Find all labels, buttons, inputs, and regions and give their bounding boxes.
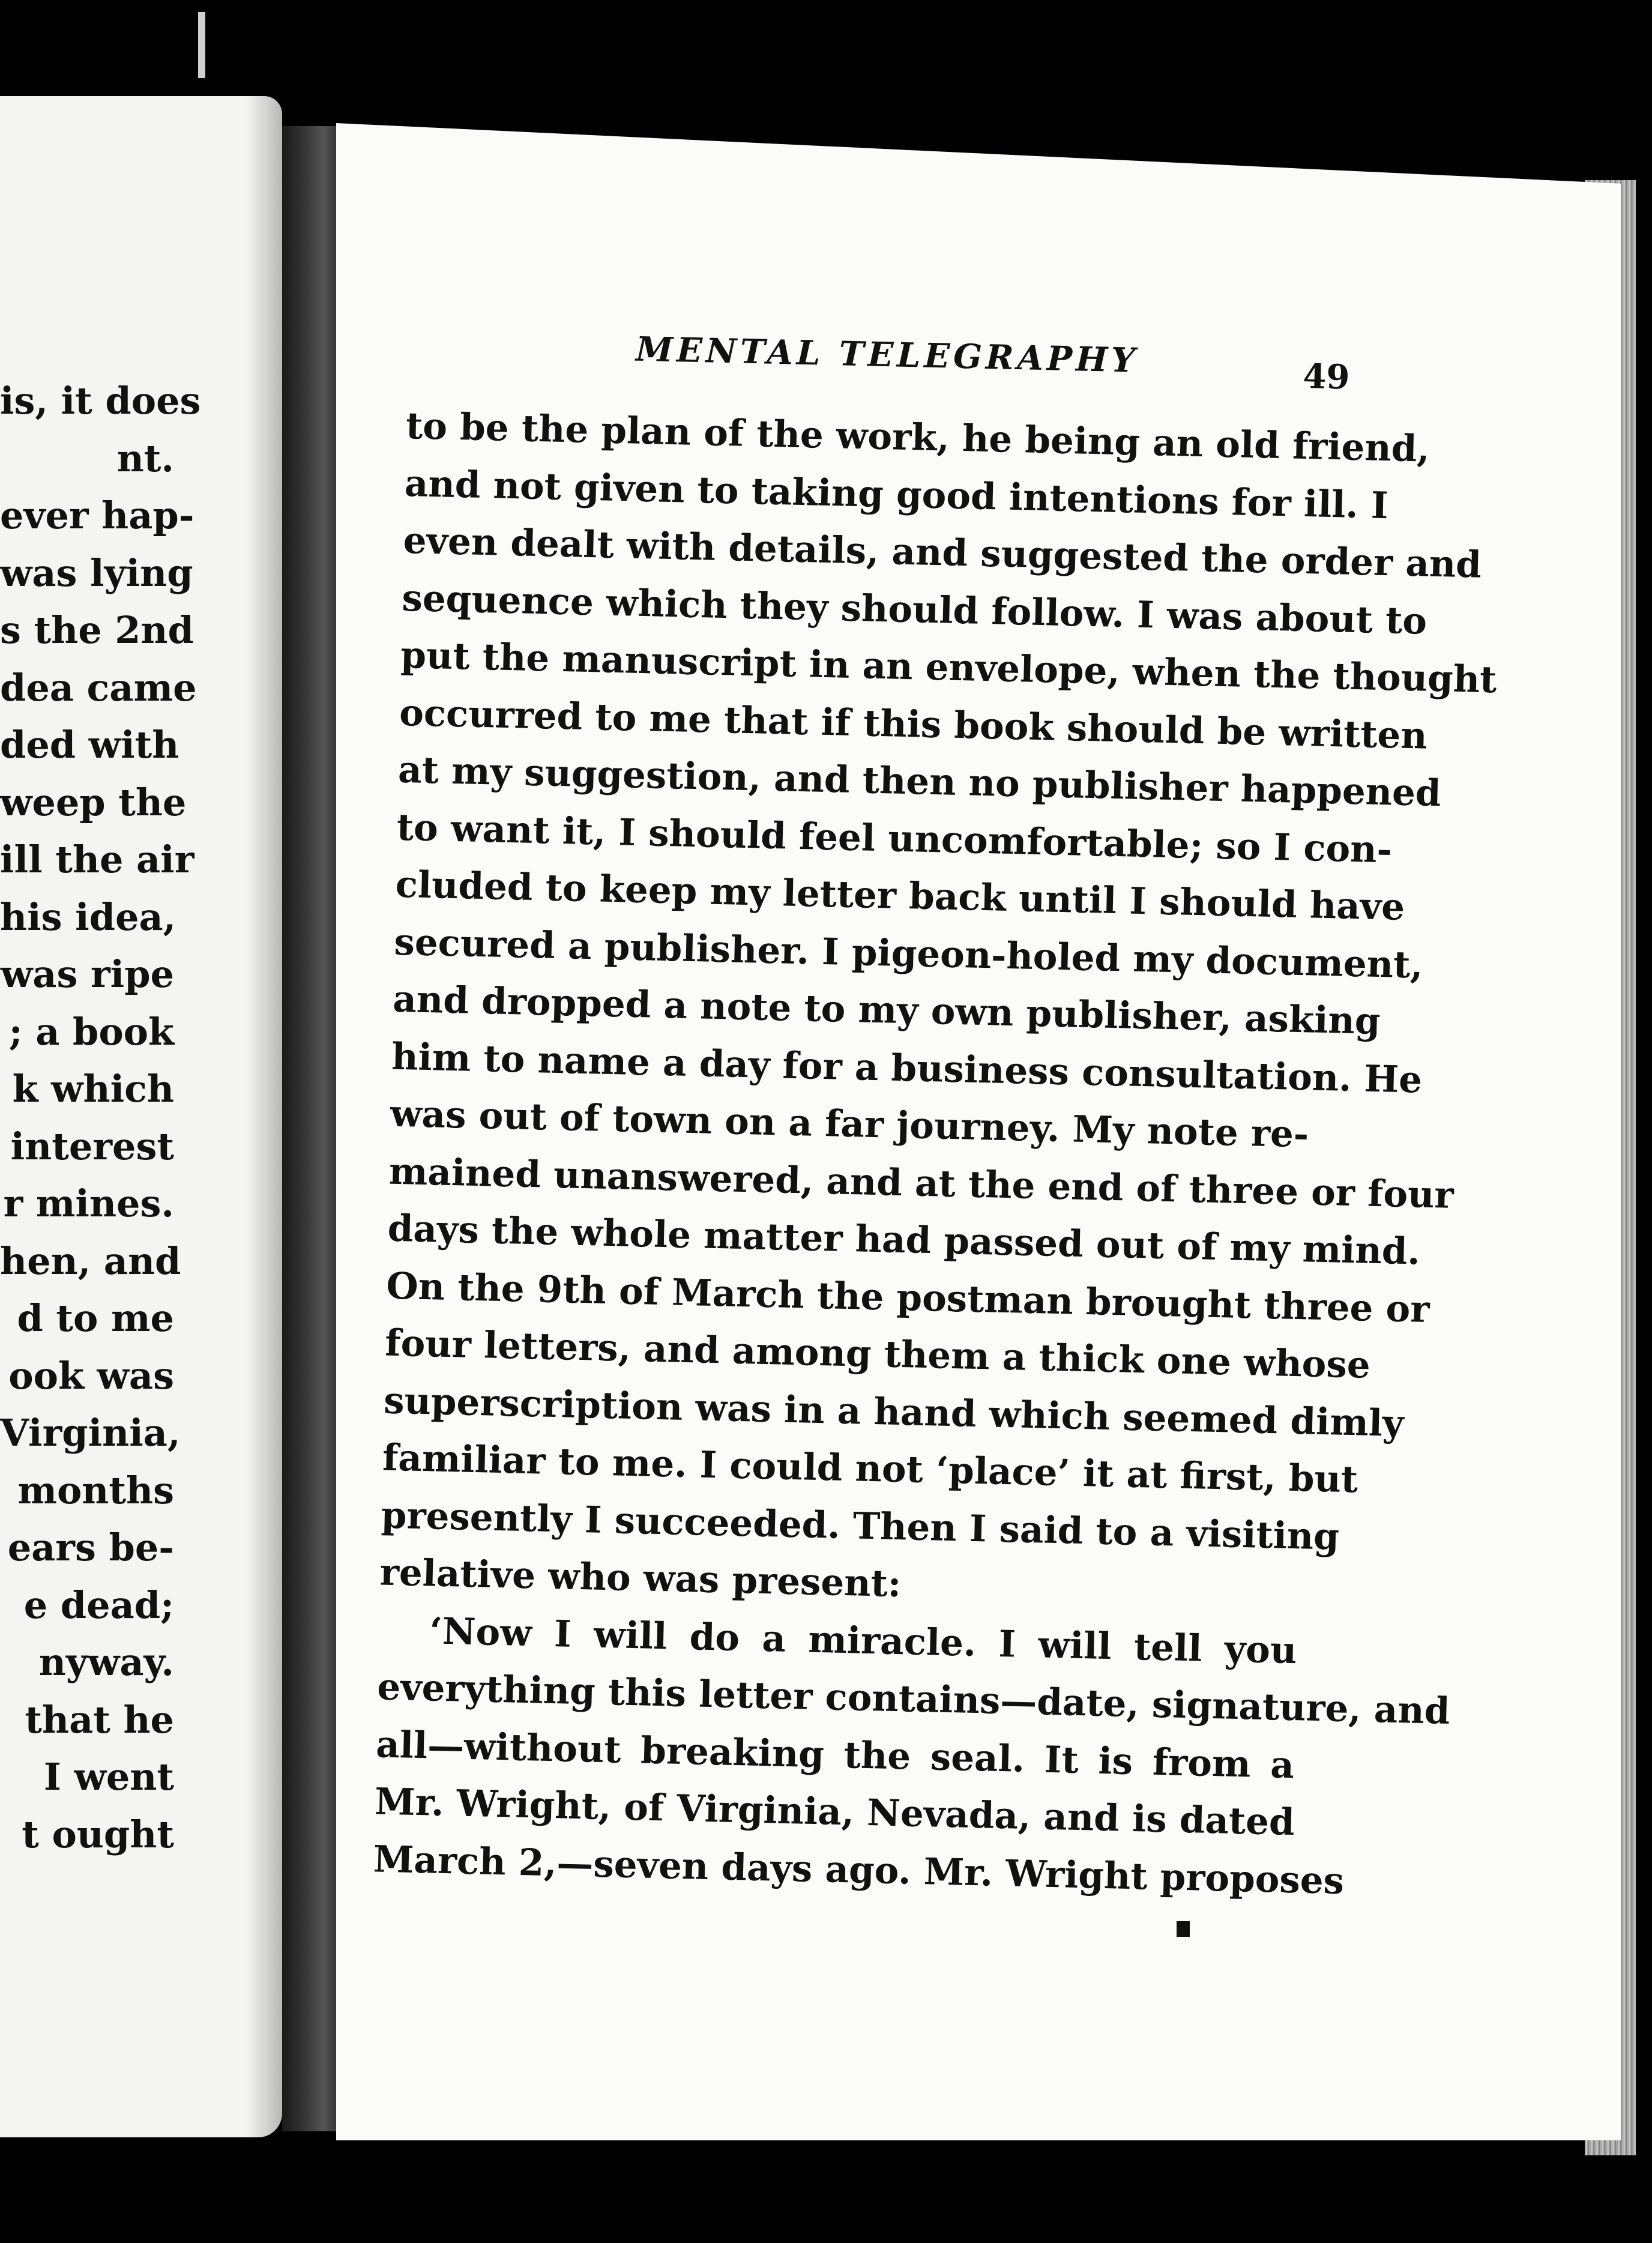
scan-edge-mark	[198, 12, 205, 78]
left-page-line: ook was	[8, 1353, 174, 1398]
text-line: Mr. Wright, of Virginia, Nevada, and is dated	[374, 1780, 1295, 1844]
left-page-line: e dead;	[23, 1583, 174, 1627]
left-page-line: ill the air	[0, 838, 194, 881]
left-page-line: ever hap-	[0, 494, 194, 537]
page-number: 49	[1302, 356, 1351, 397]
left-page-line: that he	[25, 1697, 174, 1742]
text-line: everything this letter contains—date, signature, and	[376, 1665, 1451, 1733]
left-page-line: months	[17, 1468, 174, 1512]
text-line: secured a publisher. I pigeon-holed my document,	[393, 920, 1424, 987]
text-line: all—without breaking the seal. It is from a	[375, 1722, 1295, 1787]
left-page-line: nt.	[116, 436, 174, 480]
left-page-line: weep the	[0, 780, 187, 824]
text-line: On the 9th of March the postman brought three or	[385, 1264, 1430, 1331]
left-page-line: dea came	[0, 665, 197, 710]
left-page-line: ears be-	[7, 1526, 174, 1569]
text-line: at my suggestion, and then no publisher happened	[397, 748, 1442, 815]
left-page-line: ; a book	[8, 1009, 174, 1054]
text-line: four letters, and among them a thick one whose	[384, 1321, 1371, 1387]
text-line: and dropped a note to my own publisher, asking	[392, 977, 1381, 1043]
left-page-line: r mines.	[3, 1182, 174, 1225]
text-line: relative who was present:	[379, 1551, 902, 1606]
text-line: put the manuscript in an envelope, when the thought	[400, 633, 1498, 702]
text-line: March 2,—seven days ago. Mr. Wright proposes	[373, 1837, 1345, 1903]
left-page-line: his idea,	[0, 895, 176, 939]
text-line: occurred to me that if this book should be written	[399, 691, 1428, 758]
left-page-line: d to me	[17, 1296, 174, 1340]
text-line: days the whole matter had passed out of my mind.	[387, 1207, 1421, 1273]
text-line: ‘Now I will do a miracle. I will tell you	[429, 1609, 1298, 1672]
right-page-text-block	[373, 324, 1498, 1909]
text-line: and not given to taking good intentions for ill. I	[404, 462, 1389, 527]
text-line: familiar to me. I could not ‘place’ it at first, but	[382, 1436, 1358, 1502]
signature-mark	[1177, 1921, 1190, 1937]
left-page-line: I went	[43, 1755, 174, 1799]
left-page-line: ded with	[0, 723, 179, 767]
left-page-line: was lying	[0, 551, 193, 595]
left-page-line: hen, and	[0, 1239, 181, 1283]
left-page-line: Virginia,	[0, 1411, 181, 1455]
left-page-line: s the 2nd	[0, 608, 194, 652]
text-line: sequence which they should follow. I was about to	[401, 576, 1427, 643]
left-page-line: interest	[10, 1124, 174, 1168]
left-page-line: nyway.	[38, 1640, 174, 1684]
left-page-line: is, it does	[0, 379, 201, 423]
left-page-line: k which	[12, 1067, 174, 1111]
left-page-line: was ripe	[0, 952, 174, 996]
left-page-line: t ought	[22, 1812, 174, 1856]
body-text	[373, 397, 1498, 1909]
text-line: superscription was in a hand which seemed dimly	[383, 1379, 1405, 1445]
running-title: MENTAL TELEGRAPHY	[635, 329, 1139, 381]
text-line: to want it, I should feel uncomfortable; so I con-	[396, 806, 1393, 871]
text-line: was out of town on a far journey. My note re-	[390, 1092, 1309, 1156]
text-line: even dealt with details, and suggested the order and	[403, 519, 1482, 587]
text-line: presently I succeeded. Then I said to a visiting	[381, 1493, 1340, 1559]
left-page-text	[0, 372, 201, 1863]
text-line: mained unanswered, and at the end of three or four	[388, 1150, 1455, 1217]
left-page	[0, 96, 282, 2137]
left-page-shadow	[246, 96, 282, 2137]
text-line: him to name a day for a business consultation. He	[391, 1035, 1423, 1102]
text-line: to be the plan of the work, he being an old friend,	[405, 404, 1430, 471]
text-line: cluded to keep my letter back until I should have	[395, 863, 1405, 929]
